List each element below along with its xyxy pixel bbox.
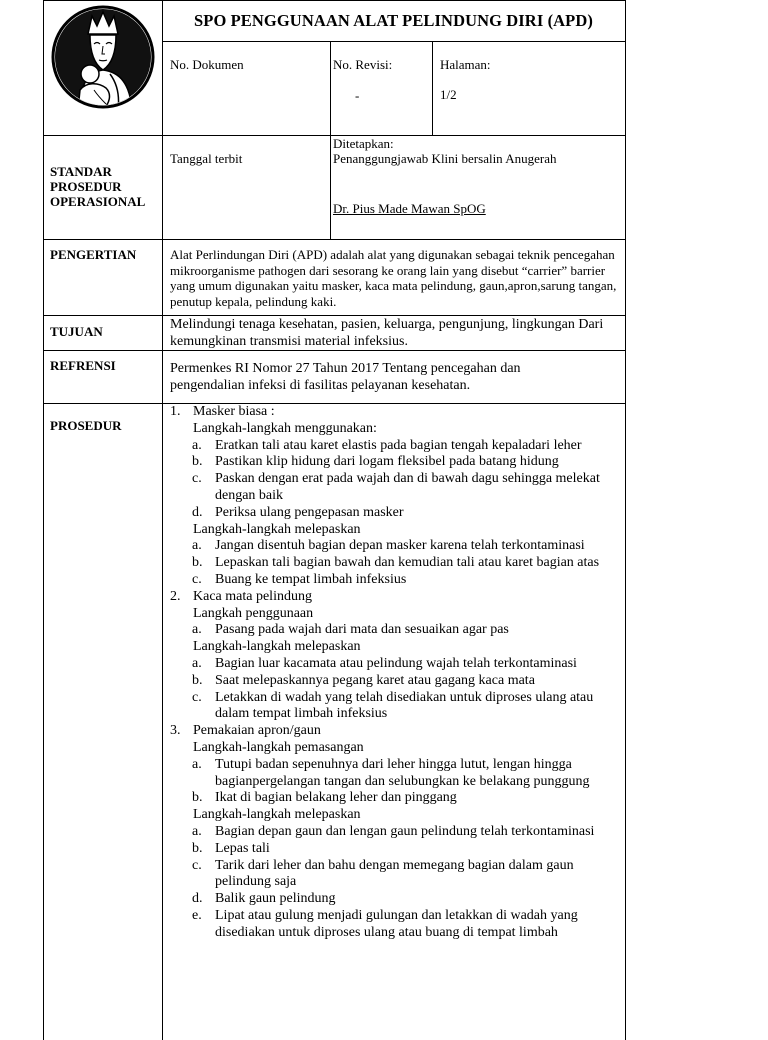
page-value: 1/2 — [440, 87, 457, 102]
issue-date-label: Tanggal terbit — [170, 151, 243, 166]
prosedur-label: PROSEDUR — [50, 418, 122, 433]
prosedur-step — [170, 589, 622, 723]
item-text: Ikat di bagian belakang leher dan pinggang — [215, 790, 457, 806]
rule-sop — [43, 239, 626, 240]
item-letter: e. — [192, 907, 202, 923]
item-letter: a. — [192, 756, 202, 772]
tujuan-label: TUJUAN — [50, 324, 103, 339]
list-item — [192, 656, 622, 673]
madonna-logo-icon — [50, 4, 156, 110]
rule-tujuan — [43, 350, 626, 351]
page-label: Halaman: — [440, 57, 491, 72]
step-number: 3. — [170, 723, 181, 739]
item-text: Tutupi badan sepenuhnya dari leher hingga lutut, lengan hingga bagianpergelangan tangan dan selubungkan ke belakang punggung — [215, 756, 590, 789]
approved-label: Ditetapkan: — [333, 136, 394, 151]
item-text: Pasang pada wajah dari mata dan sesuaikan agar pas — [215, 622, 509, 638]
step-number: 1. — [170, 404, 181, 419]
list-item — [192, 471, 622, 505]
list-item — [192, 690, 622, 724]
item-letter: c. — [192, 571, 202, 587]
list-item — [192, 841, 622, 858]
item-text: Periksa ulang pengepasan masker — [215, 504, 404, 520]
logo — [50, 4, 156, 110]
refrensi-text: Permenkes RI Nomor 27 Tahun 2017 Tentang pencegahan dan pengendalian infeksi di fasilitas pelayanan kesehatan. — [170, 361, 521, 393]
item-letter: a. — [192, 538, 202, 554]
list-item — [192, 505, 622, 522]
item-letter: d. — [192, 891, 203, 907]
list-item — [192, 757, 622, 791]
item-text: Lipat atau gulung menjadi gulungan dan letakkan di wadah yang disediakan untuk diproses ulang atau buang di tempat limbah — [215, 907, 578, 940]
tujuan-text: Melindungi tenaga kesehatan, pasien, keluarga, pengunjung, lingkungan Dari kemungkinan transmisi material infeksius. — [170, 317, 604, 349]
item-letter: b. — [192, 672, 203, 688]
list-item — [192, 555, 622, 572]
border-right — [625, 0, 626, 1040]
list-item — [192, 538, 622, 555]
item-letter: b. — [192, 555, 203, 571]
list-item — [192, 438, 622, 455]
pengertian-text: Alat Perlindungan Diri (APD) adalah alat yang digunakan sebagai teknik pencegahan mikroorganisme pathogen dari sesorang ke orang lain yang disebut “carrier” barrier yang umum digunakan yaitu masker, kaca mata pelindung, gaun,apron,sarung tangan, penutup kepala, pelindung kaki. — [170, 247, 617, 309]
step-heading: Langkah-langkah menggunakan: — [193, 420, 377, 436]
item-text: Bagian depan gaun dan lengan gaun pelindung telah terkontaminasi — [215, 823, 595, 839]
item-text: Tarik dari leher dan bahu dengan memegang bagian dalam gaun pelindung saja — [215, 857, 574, 890]
prosedur-step — [170, 723, 622, 941]
item-text: Lepas tali — [215, 840, 270, 856]
step-heading: Langkah-langkah pemasangan — [193, 739, 364, 755]
item-letter: c. — [192, 471, 202, 487]
step-heading: Langkah-langkah melepaskan — [193, 521, 361, 537]
sop-document — [43, 0, 626, 1040]
prosedur-list — [170, 404, 622, 942]
item-letter: c. — [192, 857, 202, 873]
list-item — [192, 891, 622, 908]
divider-rev — [330, 41, 331, 239]
item-letter: d. — [192, 504, 203, 520]
item-text: Lepaskan tali bagian bawah dan kemudian tali atau karet bagian atas — [215, 555, 600, 571]
step-number: 2. — [170, 588, 181, 604]
doc-number-label: No. Dokumen — [170, 57, 244, 72]
revision-value: - — [355, 88, 360, 103]
item-text: Jangan disentuh bagian depan masker karena telah terkontaminasi — [215, 538, 585, 554]
document-title: SPO PENGGUNAAN ALAT PELINDUNG DIRI (APD) — [194, 10, 593, 30]
item-letter: b. — [192, 790, 203, 806]
list-item — [192, 454, 622, 471]
item-letter: a. — [192, 823, 202, 839]
item-letter: a. — [192, 655, 202, 671]
item-letter: a. — [192, 437, 202, 453]
step-heading: Langkah penggunaan — [193, 605, 314, 621]
step-heading: Langkah-langkah melepaskan — [193, 807, 361, 823]
pengertian-label: PENGERTIAN — [50, 247, 137, 262]
list-item — [192, 858, 622, 892]
list-item — [192, 572, 622, 589]
list-item — [192, 908, 622, 942]
list-item — [192, 622, 622, 639]
approved-by: Penanggungjawab Klini bersalin Anugerah — [333, 151, 557, 166]
list-item — [192, 673, 622, 690]
refrensi-label: REFRENSI — [50, 358, 116, 373]
signer-name: Dr. Pius Made Mawan SpOG — [333, 201, 486, 216]
title-cell — [162, 0, 625, 41]
item-text: Letakkan di wadah yang telah disediakan untuk diproses ulang atau dalam tempat limbah infeksius — [215, 689, 594, 722]
border-left — [43, 0, 44, 1040]
item-text: Balik gaun pelindung — [215, 891, 336, 907]
sop-label: STANDAR PROSEDUR OPERASIONAL — [50, 164, 146, 209]
item-letter: b. — [192, 454, 203, 470]
item-text: Saat melepaskannya pegang karet atau gagang kaca mata — [215, 672, 535, 688]
item-letter: a. — [192, 622, 202, 638]
revision-label: No. Revisi: — [333, 57, 393, 72]
prosedur-step — [170, 404, 622, 589]
item-text: Bagian luar kacamata atau pelindung wajah telah terkontaminasi — [215, 655, 577, 671]
item-letter: c. — [192, 689, 202, 705]
step-title: Masker biasa : — [193, 404, 275, 419]
item-letter: b. — [192, 840, 203, 856]
list-item — [192, 790, 622, 807]
list-item — [192, 824, 622, 841]
rule-pengertian — [43, 315, 626, 316]
column-divider — [162, 0, 163, 1040]
item-text: Paskan dengan erat pada wajah dan di bawah dagu sehingga melekat dengan baik — [215, 471, 600, 503]
item-text: Buang ke tempat limbah infeksius — [215, 571, 407, 587]
step-heading: Langkah-langkah melepaskan — [193, 639, 361, 655]
rule-title — [162, 41, 626, 42]
step-title: Kaca mata pelindung — [193, 588, 312, 604]
item-text: Pastikan klip hidung dari logam fleksibel pada batang hidung — [215, 454, 559, 470]
step-title: Pemakaian apron/gaun — [193, 723, 321, 739]
item-text: Eratkan tali atau karet elastis pada bagian tengah kepaladari leher — [215, 437, 582, 453]
divider-page — [432, 41, 433, 135]
